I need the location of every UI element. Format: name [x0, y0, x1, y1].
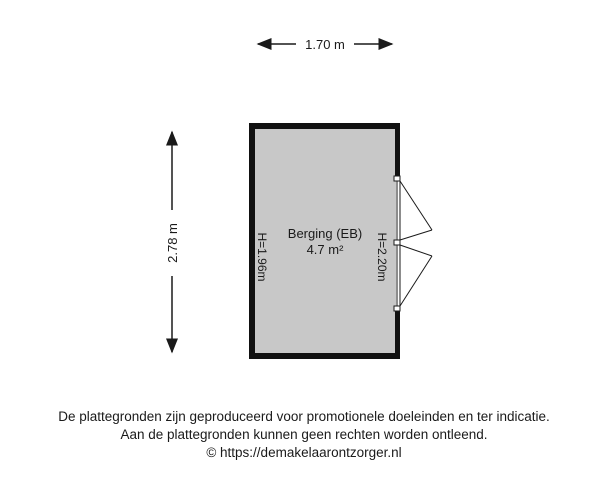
- disclaimer-line-2: Aan de plattegronden kunnen geen rechten worden ontleend.: [120, 427, 488, 442]
- room-area: 4.7 m²: [306, 242, 344, 257]
- door-swing-upper-b: [400, 230, 432, 240]
- door-jamb-middle: [394, 240, 400, 245]
- copyright-line: © https://demakelaarontzorger.nl: [206, 445, 402, 460]
- door-jamb-top: [394, 176, 400, 181]
- wall-top: [249, 123, 400, 129]
- width-dimension: [258, 37, 392, 52]
- double-door: [397, 181, 432, 306]
- room-floor: [254, 128, 396, 354]
- room-berging: [249, 123, 432, 359]
- depth-dimension: [165, 132, 180, 352]
- wall-right-upper: [395, 123, 400, 178]
- wall-left: [249, 123, 255, 359]
- height-label-right: H=2.20m: [375, 232, 389, 282]
- wall-right-lower: [395, 311, 400, 359]
- wall-bottom: [249, 353, 400, 359]
- room-name: Berging (EB): [287, 226, 363, 241]
- door-swing-lower-a: [400, 245, 432, 256]
- width-dimension-label: 1.70 m: [305, 37, 345, 52]
- depth-dimension-label: 2.78 m: [165, 223, 180, 263]
- disclaimer: [0, 408, 608, 462]
- disclaimer-line-1: De plattegronden zijn geproduceerd voor promotionele doeleinden en ter indicatie.: [58, 409, 550, 424]
- door-jamb-bottom: [394, 306, 400, 311]
- height-label-left: H=1.96m: [255, 232, 269, 282]
- door-swing-upper-a: [400, 181, 432, 230]
- door-swing-lower-b: [400, 256, 432, 306]
